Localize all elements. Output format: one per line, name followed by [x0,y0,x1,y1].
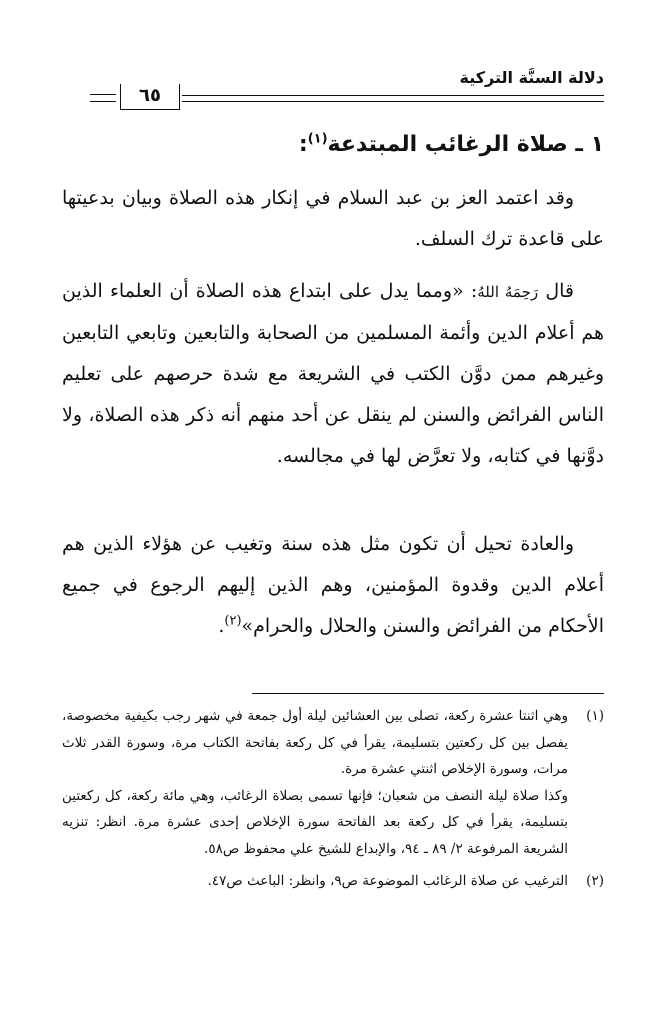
quote-text: : «ومما يدل على ابتداع هذه الصلاة أن العلماء الذين هم أعلام الدين وأئمة المسلمين من الصحابة والتابعين وتابعي التابعين وغيرهم ممن دوَّن الكتب في الشريعة مع شدة حرصهم على تعليم الناس الفرائض والسنن لم ينقل عن أحد منهم أنه ذكر هذه الصلاة، ولا دوَّنها في كتابه، ولا تعرَّض لها في مجالسه. [62,280,604,467]
footnote-body [62,703,568,862]
body-paragraph-1 [62,178,604,260]
section-heading-text: ١ ـ صلاة الرغائب المبتدعة [327,132,604,157]
footnote-number: (٢) [586,873,604,889]
paragraph-end-mark: . [218,615,225,637]
page-number: ٦٥ [120,84,180,110]
footnote-ref-2: (٢) [224,613,242,629]
header-rule-right [182,95,604,102]
header-rule [90,84,604,110]
footnote-text: وهي اثنتا عشرة ركعة، تصلى بين العشائين ليلة أول جمعة في شهر رجب بكيفية مخصوصة، يفصل بين كل ركعتين بتسليمة، يقرأ في كل ركعة بفاتحة الكتاب مرة، وسورة القدر ثلاث مرات، وسورة الإخلاص اثنتي عشرة مرة. [62,708,568,777]
running-title: دلالة السنَّة التركية [459,68,604,87]
footnote-2 [62,868,604,895]
footnote-separator [252,693,604,694]
footnote-body [62,868,568,895]
footnotes [62,703,604,895]
quote-text-continued: والعادة تحيل أن تكون مثل هذه سنة وتغيب عن هؤلاء الذين هم أعلام الدين وقدوة المؤمنين، وهم الذين إليهم الرجوع في جميع الأحكام من الفرائض والسنن والحلال والحرام» [62,533,604,637]
quote-intro: قال [545,280,574,302]
body-paragraph-3 [62,524,604,647]
footnote-ref-1: (١) [307,131,328,147]
honorific-glyph: رَحِمَهُ اللهُ [477,283,539,301]
header-rule-left [90,94,116,102]
footnote-text: الترغيب عن صلاة الرغائب الموضوعة ص٩، وانظر: الباعث ص٤٧. [207,873,568,889]
footnote-number: (١) [586,708,604,724]
footnote-text: وكذا صلاة ليلة النصف من شعبان؛ فإنها تسمى بصلاة الرغائب، وهي مائة ركعة، كل ركعتين بتسليمة، يقرأ في كل ركعة بعد الفاتحة سورة الإخلاص إحدى عشرة مرة. انظر: تنزيه الشريعة المرفوعة ٢/ ٨٩ ـ ٩٤، والإبداع للشيخ علي محفوظ ص٥٨. [62,787,568,857]
section-heading-colon: : [298,132,308,157]
paragraph-text [62,524,604,647]
footnote-1 [62,703,604,862]
paragraph-text [62,271,604,477]
body-paragraph-2 [62,271,604,477]
section-heading [90,128,604,162]
paragraph-text: وقد اعتمد العز بن عبد السلام في إنكار هذه الصلاة وبيان بدعيتها على قاعدة ترك السلف. [62,187,604,250]
